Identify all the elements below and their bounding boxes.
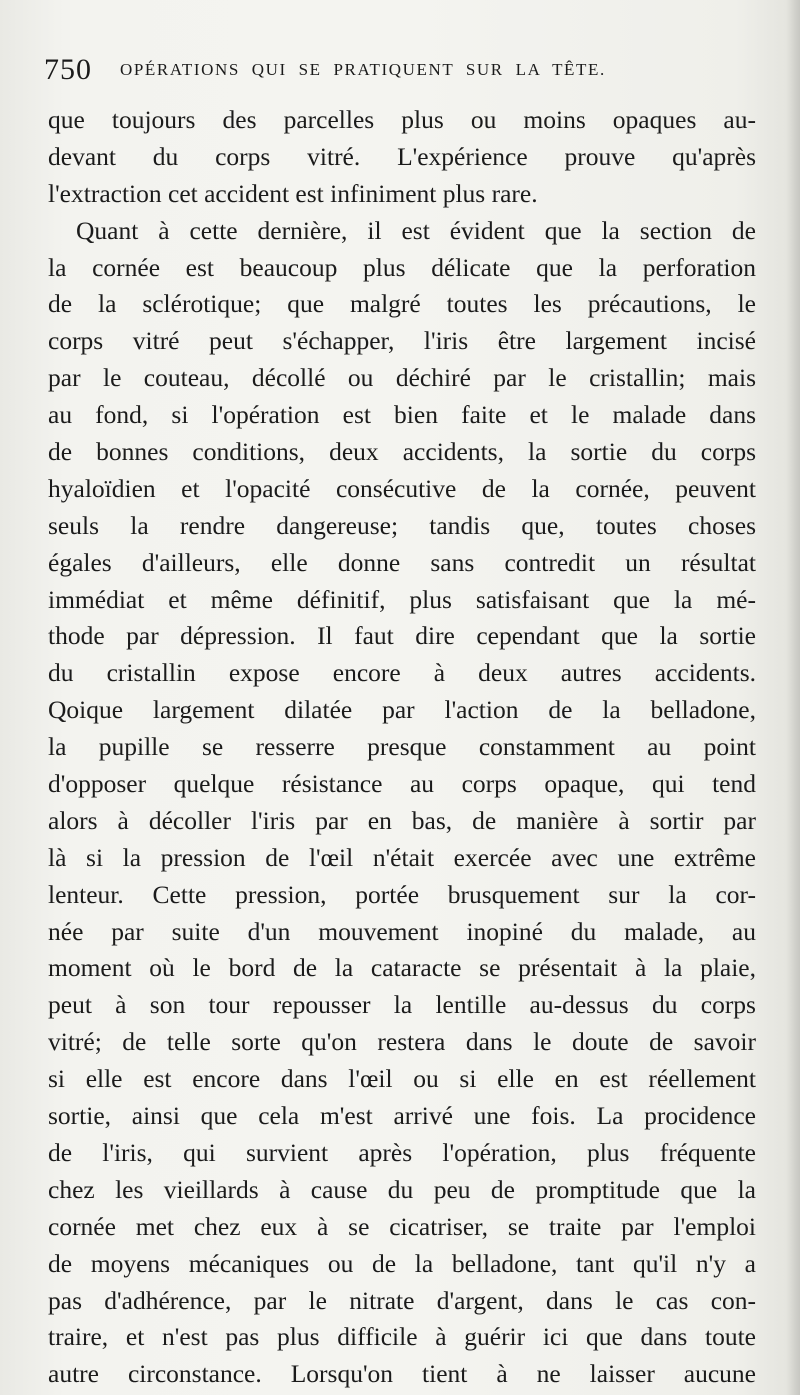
text-line: née par suite d'un mouvement inopiné du malade, au — [48, 916, 756, 946]
text-line: d'opposer quelque résistance au corps opaque, qui tend — [48, 769, 756, 799]
text-line: cornée met chez eux à se cicatriser, se traite par l'emploi — [48, 1211, 756, 1241]
text-line: alors à décoller l'iris par en bas, de manière à sortir par — [48, 805, 756, 835]
text-line: du cristallin expose encore à deux autres accidents. — [48, 658, 756, 688]
text-line: la pupille se resserre presque constamment au point — [48, 732, 756, 762]
text-line: au fond, si l'opération est bien faite et le malade dans — [48, 400, 756, 430]
text-line: immédiat et même définitif, plus satisfaisant que la mé- — [48, 584, 756, 614]
text-line: là si la pression de l'œil n'était exercée avec une extrême — [48, 842, 756, 872]
text-line: l'extraction cet accident est infiniment plus rare. — [48, 178, 538, 208]
text-line: autre circonstance. Lorsqu'on tient à ne laisser aucune — [48, 1359, 756, 1389]
text-line: de la sclérotique; que malgré toutes les précautions, le — [48, 289, 756, 319]
text-line: Quant à cette dernière, il est évident que la section de — [76, 215, 756, 245]
text-line: chez les vieillards à cause du peu de promptitude que la — [48, 1174, 756, 1204]
text-line: pas d'adhérence, par le nitrate d'argent, dans le cas con- — [48, 1285, 756, 1315]
page-edge-shadow — [786, 0, 800, 1395]
text-line: peut à son tour repousser la lentille au-dessus du corps — [48, 990, 756, 1020]
text-line: de moyens mécaniques ou de la belladone, tant qu'il n'y a — [48, 1248, 756, 1278]
page-number: 750 — [44, 53, 92, 86]
text-line: traire, et n'est pas plus difficile à guérir ici que dans toute — [48, 1322, 756, 1352]
text-line: égales d'ailleurs, elle donne sans contredit un résultat — [48, 547, 756, 577]
body-text — [48, 102, 756, 1393]
text-line: lenteur. Cette pression, portée brusquement sur la cor- — [48, 879, 756, 909]
text-line: vitré; de telle sorte qu'on restera dans le doute de savoir — [48, 1027, 756, 1057]
text-line: sortie, ainsi que cela m'est arrivé une fois. La procidence — [48, 1101, 756, 1131]
text-line: corps vitré peut s'échapper, l'iris être largement incisé — [48, 326, 756, 356]
text-line: de bonnes conditions, deux accidents, la sortie du corps — [48, 437, 756, 467]
text-line: la cornée est beaucoup plus délicate que la perforation — [48, 252, 756, 282]
text-line: que toujours des parcelles plus ou moins opaques au- — [48, 105, 756, 134]
page-header — [44, 52, 744, 88]
text-line: Qoique largement dilatée par l'action de la belladone, — [48, 695, 756, 725]
text-line: de l'iris, qui survient après l'opération, plus fréquente — [48, 1137, 756, 1167]
text-line: hyaloïdien et l'opacité consécutive de la cornée, peuvent — [48, 473, 756, 503]
text-line: par le couteau, décollé ou déchiré par le cristallin; mais — [48, 363, 756, 393]
text-line: seuls la rendre dangereuse; tandis que, toutes choses — [48, 510, 756, 540]
text-line: devant du corps vitré. L'expérience prouve qu'après — [48, 141, 756, 171]
running-title: OPÉRATIONS QUI SE PRATIQUENT SUR LA TÊTE. — [120, 60, 606, 79]
text-line: thode par dépression. Il faut dire cependant que la sortie — [48, 621, 756, 651]
text-line: moment où le bord de la cataracte se présentait à la plaie, — [48, 953, 756, 983]
text-line: si elle est encore dans l'œil ou si elle en est réellement — [48, 1064, 756, 1094]
